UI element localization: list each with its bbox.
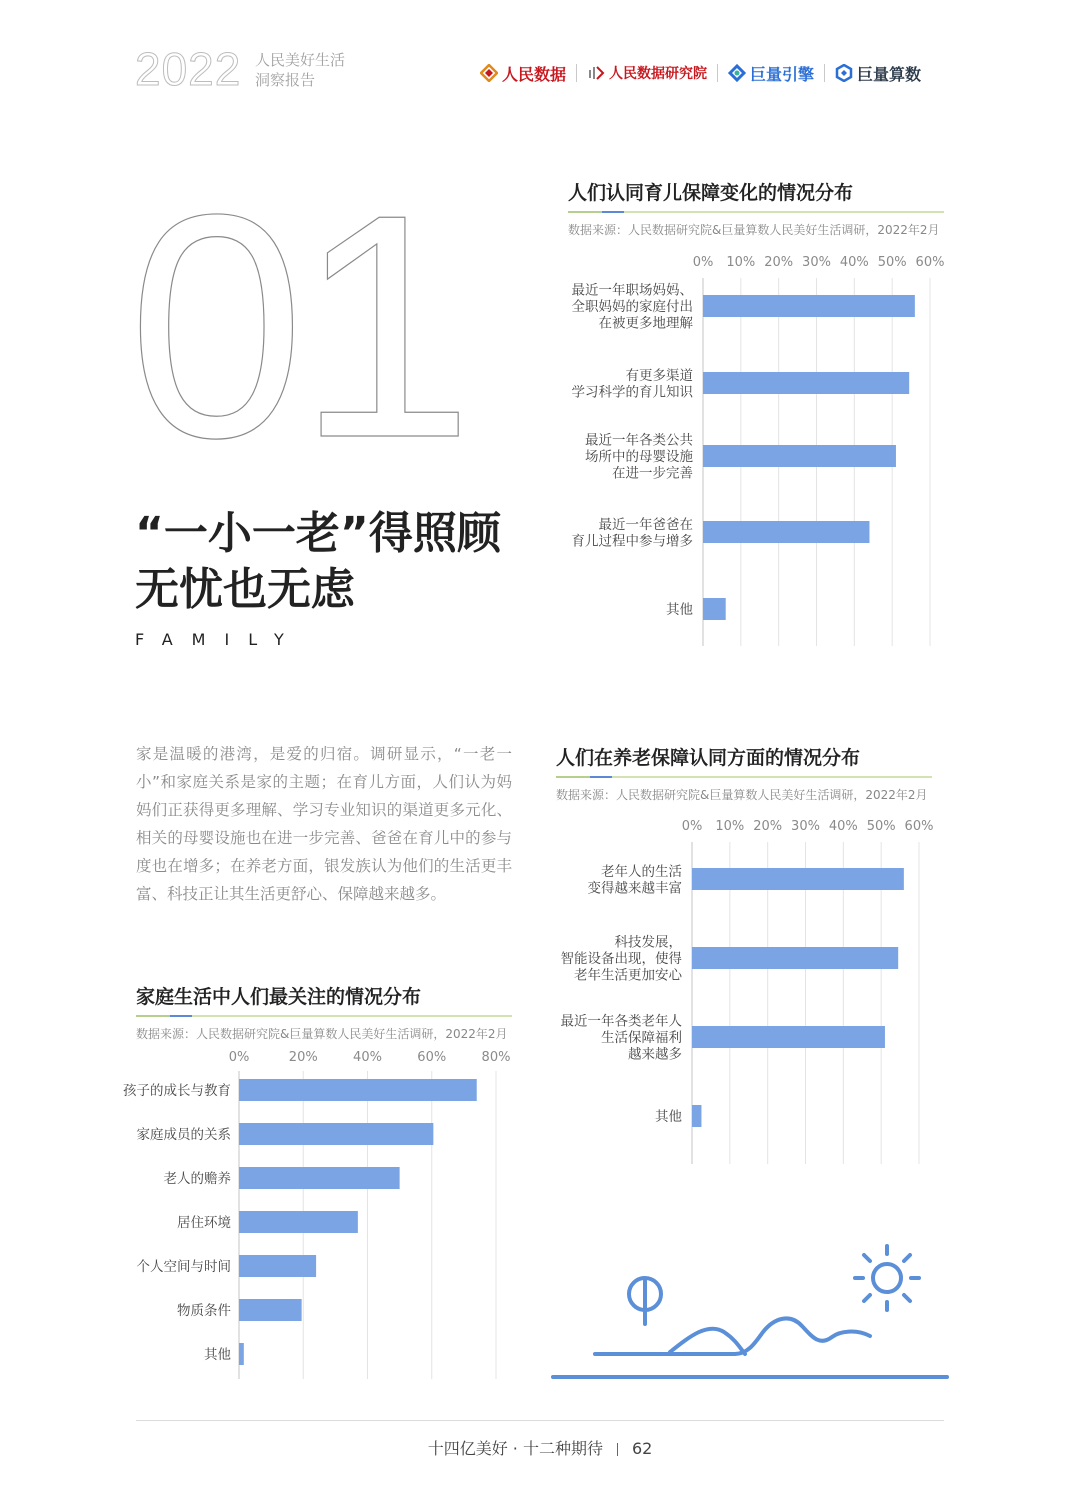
category-label: 科技发展，: [614, 934, 682, 951]
x-tick-label: 30%: [802, 255, 831, 270]
chart-title-underline: [136, 1015, 512, 1017]
x-tick-label: 20%: [288, 1050, 318, 1065]
x-tick-label: 60%: [915, 255, 945, 270]
x-tick-label: 10%: [715, 819, 745, 834]
people-data-logo: [480, 62, 566, 85]
x-tick-label: 40%: [828, 819, 858, 834]
category-label: 最近一年职场妈妈、: [571, 282, 693, 299]
x-tick-label: 0%: [681, 819, 703, 834]
bar: [703, 372, 909, 394]
x-tick-label: 50%: [866, 819, 896, 834]
x-tick-label: 20%: [764, 255, 794, 270]
people-data-logo-text: 人民数据: [502, 64, 567, 84]
bar: [703, 445, 896, 467]
bar: [239, 1123, 433, 1145]
category-label: 老年人的生活: [601, 863, 682, 880]
sun-ray: [904, 1295, 910, 1301]
logo-divider: [717, 64, 718, 82]
chart-source: 数据来源：人民数据研究院&巨量算数人民美好生活调研，2022年2月: [556, 788, 928, 802]
category-label: 老人的赡养: [163, 1171, 231, 1187]
section-title-en: FAMILY: [135, 630, 303, 649]
category-label: 居住环境: [177, 1215, 231, 1231]
chart-title: 人们认同育儿保障变化的情况分布: [568, 182, 854, 204]
sun-icon: [873, 1264, 901, 1292]
x-tick-label: 10%: [726, 255, 756, 270]
ocean-analytics-logo: [835, 62, 921, 85]
childcare-chart-header: [568, 178, 944, 238]
category-label: 物质条件: [177, 1303, 231, 1319]
page-number: 62: [631, 1439, 653, 1458]
bar: [239, 1167, 400, 1189]
section-number: 01: [128, 149, 466, 504]
ocean-engine-icon: [728, 64, 746, 82]
people-data-icon: [480, 64, 498, 82]
category-label: 其他: [655, 1109, 682, 1125]
category-label: 育儿过程中参与增多: [571, 533, 693, 550]
category-label: 越来越多: [628, 1046, 682, 1063]
sun-ray: [864, 1255, 870, 1261]
category-label: 在被更多地理解: [598, 315, 693, 332]
bar: [239, 1255, 316, 1277]
childcare-bar-chart: [540, 248, 960, 650]
family-bar-chart: [110, 1043, 530, 1383]
footer-separator: [617, 1443, 618, 1456]
category-label: 个人空间与时间: [136, 1259, 231, 1275]
institute-logo-text: 人民数据研究院: [609, 66, 708, 82]
bar: [703, 521, 869, 543]
x-tick-label: 80%: [481, 1050, 511, 1065]
report-subtitle: [255, 50, 345, 90]
bar: [692, 868, 904, 890]
ocean-analytics-icon: [835, 64, 853, 82]
category-label: 生活保障福利: [601, 1030, 682, 1046]
category-label: 有更多渠道: [625, 367, 693, 384]
x-tick-label: 40%: [839, 255, 869, 270]
elderly-bar-chart: [540, 812, 960, 1168]
bar: [239, 1079, 477, 1101]
logo-divider: [576, 64, 577, 82]
category-label: 在进一步完善: [612, 465, 693, 482]
report-subtitle-line2: 洞察报告: [255, 71, 316, 89]
report-year: 2022: [135, 43, 242, 95]
sun-ray: [904, 1255, 910, 1261]
bar: [239, 1299, 302, 1321]
x-tick-label: 60%: [417, 1050, 447, 1065]
people-data-institute-logo: [587, 63, 707, 83]
bar: [692, 1105, 701, 1127]
chart-title-underline: [556, 776, 932, 778]
category-label: 老年生活更加安心: [574, 967, 682, 984]
chart-source: 数据来源：人民数据研究院&巨量算数人民美好生活调研，2022年2月: [568, 223, 940, 237]
chart-title: 家庭生活中人们最关注的情况分布: [136, 986, 422, 1008]
page-footer: [0, 1436, 1080, 1459]
category-label: 最近一年各类老年人: [560, 1013, 682, 1030]
x-tick-label: 30%: [791, 819, 820, 834]
intro-paragraph: 家是温暖的港湾，是爱的归宿。调研显示，“一老一小”和家庭关系是家的主题；在育儿方面，人们认为妈妈们正获得更多理解、学习专业知识的渠道更多元化、相关的母婴设施也在进一步完善、爸爸在育儿中的参与度也在增多；在养老方面，银发族认为他们的生活更丰富、科技正让其生活更舒心、保障越来越多。: [136, 745, 512, 903]
footer-text: 十四亿美好 · 十二种期待: [427, 1439, 603, 1458]
category-label: 最近一年爸爸在: [598, 516, 693, 533]
bar: [692, 947, 898, 969]
category-label: 变得越来越丰富: [587, 880, 682, 897]
report-subtitle-line1: 人民美好生活: [255, 51, 346, 69]
footer-divider: [136, 1420, 944, 1421]
bar: [239, 1211, 358, 1233]
bar: [703, 598, 726, 620]
ocean-analytics-logo-text: 巨量算数: [857, 64, 922, 84]
elderly-chart-header: [556, 743, 932, 803]
ocean-engine-logo: [728, 62, 814, 85]
category-label: 场所中的母婴设施: [585, 449, 693, 465]
section-title-line1: “一小一老”得照顾: [135, 508, 501, 559]
bar: [703, 295, 915, 317]
family-chart-header: [136, 982, 512, 1042]
bar: [239, 1343, 244, 1365]
category-label: 学习科学的育儿知识: [571, 384, 693, 401]
x-tick-label: 0%: [692, 255, 714, 270]
x-tick-label: 40%: [353, 1050, 382, 1065]
section-title-line2: 无忧也无虑: [135, 564, 355, 615]
category-label: 全职妈妈的家庭付出: [571, 299, 693, 315]
category-label: 最近一年各类公共: [585, 432, 693, 449]
ocean-engine-logo-text: 巨量引擎: [750, 64, 815, 84]
category-label: 智能设备出现，使得: [560, 951, 682, 967]
x-tick-label: 0%: [228, 1050, 250, 1065]
category-label: 其他: [204, 1347, 231, 1363]
chart-title-underline: [568, 211, 944, 213]
section-title: [135, 506, 501, 618]
sun-ray: [864, 1295, 870, 1301]
chart-title: 人们在养老保障认同方面的情况分布: [556, 747, 861, 769]
x-tick-label: 60%: [904, 819, 934, 834]
category-label: 家庭成员的关系: [136, 1127, 231, 1143]
category-label: 孩子的成长与教育: [123, 1083, 231, 1099]
x-tick-label: 50%: [877, 255, 907, 270]
x-tick-label: 20%: [753, 819, 783, 834]
person-and-sun-illustration: [550, 1236, 950, 1381]
institute-icon: [587, 64, 605, 82]
partner-logos: [480, 56, 945, 90]
category-label: 其他: [666, 602, 693, 618]
bar: [692, 1026, 885, 1048]
small-hill: [670, 1329, 745, 1354]
logo-divider: [824, 64, 825, 82]
chart-source: 数据来源：人民数据研究院&巨量算数人民美好生活调研，2022年2月: [136, 1027, 508, 1041]
